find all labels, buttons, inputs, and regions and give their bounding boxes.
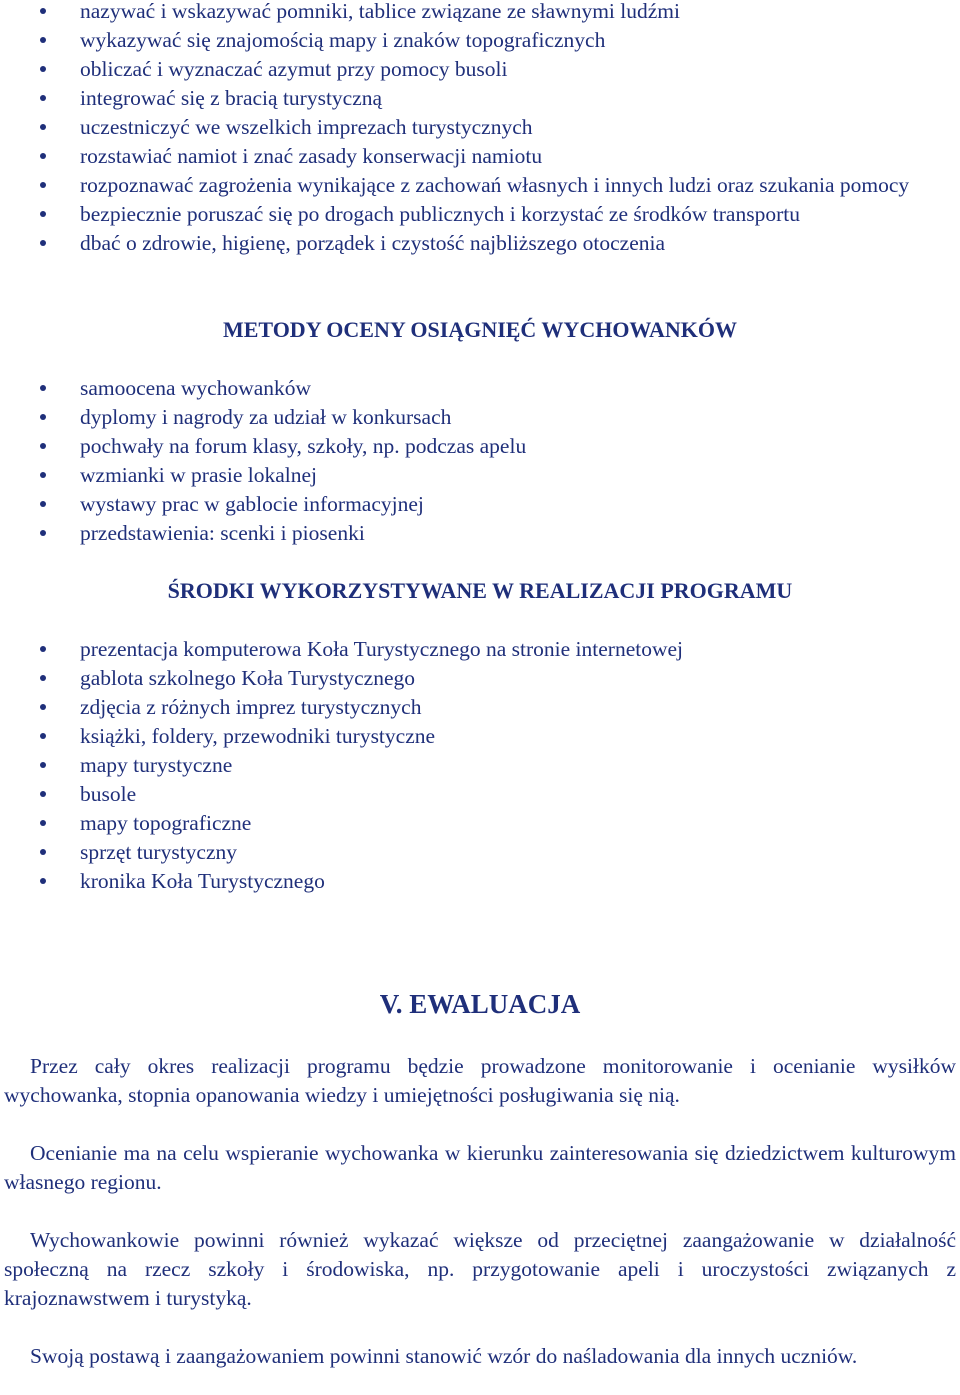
chapter-title: V. EWALUACJA [379, 989, 581, 1019]
bullet-icon [40, 385, 46, 391]
list-item: bezpiecznie poruszać się po drogach publicznych i korzystać ze środków transportu [0, 200, 956, 229]
bullet-icon [40, 762, 46, 768]
list-item: obliczać i wyznaczać azymut przy pomocy busoli [0, 55, 956, 84]
bullet-icon [40, 182, 46, 188]
skills-list [0, 0, 956, 258]
bullet-icon [40, 530, 46, 536]
section-heading-metody: METODY OCENY OSIĄGNIĘĆ WYCHOWANKÓW [222, 317, 737, 342]
list-item: wystawy prac w gablocie informacyjnej [0, 490, 956, 519]
bullet-icon [40, 849, 46, 855]
list-item: zdjęcia z różnych imprez turystycznych [0, 693, 956, 722]
list-item: dbać o zdrowie, higienę, porządek i czystość najbliższego otoczenia [0, 229, 956, 258]
list-item: przedstawienia: scenki i piosenki [0, 519, 956, 548]
bullet-icon [40, 646, 46, 652]
bullet-icon [40, 675, 46, 681]
assessment-methods-list [0, 374, 956, 548]
bullet-icon [40, 8, 46, 14]
list-item: gablota szkolnego Koła Turystycznego [0, 664, 956, 693]
list-item: pochwały na forum klasy, szkoły, np. podczas apelu [0, 432, 956, 461]
list-item: mapy turystyczne [0, 751, 956, 780]
paragraph: Przez cały okres realizacji programu będzie prowadzone monitorowanie i ocenianie wysiłków wychowanka, stopnia opanowania wiedzy i umiejętności posługiwania się nią. [4, 1054, 956, 1107]
list-item: prezentacja komputerowa Koła Turystycznego na stronie internetowej [0, 635, 956, 664]
bullet-icon [40, 37, 46, 43]
list-item: integrować się z bracią turystyczną [0, 84, 956, 113]
list-item: busole [0, 780, 956, 809]
list-item: sprzęt turystyczny [0, 838, 956, 867]
bullet-icon [40, 443, 46, 449]
bullet-icon [40, 414, 46, 420]
bullet-icon [40, 124, 46, 130]
bullet-icon [40, 211, 46, 217]
bullet-icon [40, 878, 46, 884]
bullet-icon [40, 820, 46, 826]
list-item: wzmianki w prasie lokalnej [0, 461, 956, 490]
list-item: rozstawiać namiot i znać zasady konserwacji namiotu [0, 142, 956, 171]
list-item: samoocena wychowanków [0, 374, 956, 403]
bullet-icon [40, 153, 46, 159]
list-item: rozpoznawać zagrożenia wynikające z zachowań własnych i innych ludzi oraz szukania pomocy [0, 171, 956, 200]
list-item: uczestniczyć we wszelkich imprezach turystycznych [0, 113, 956, 142]
bullet-icon [40, 66, 46, 72]
list-item: dyplomy i nagrody za udział w konkursach [0, 403, 956, 432]
paragraph: Ocenianie ma na celu wspieranie wychowanka w kierunku zainteresowania się dziedzictwem kulturowym własnego regionu. [4, 1141, 956, 1194]
bullet-icon [40, 472, 46, 478]
list-item: kronika Koła Turystycznego [0, 867, 956, 896]
bullet-icon [40, 240, 46, 246]
bullet-icon [40, 733, 46, 739]
resources-list [0, 635, 956, 896]
list-item: nazywać i wskazywać pomniki, tablice związane ze sławnymi ludźmi [0, 0, 956, 26]
bullet-icon [40, 95, 46, 101]
paragraph: Swoją postawą i zaangażowaniem powinni stanowić wzór do naśladowania dla innych uczniów. [30, 1344, 858, 1368]
bullet-icon [40, 791, 46, 797]
list-item: mapy topograficzne [0, 809, 956, 838]
bullet-icon [40, 501, 46, 507]
list-item: książki, foldery, przewodniki turystyczne [0, 722, 956, 751]
paragraph: Wychowankowie powinni również wykazać większe od przeciętnej zaangażowanie w działalność społeczną na rzecz szkoły i środowiska, np. przygotowanie apeli i uroczystości związanych z krajoznawstwem i turystyką. [4, 1228, 956, 1310]
list-item: wykazywać się znajomością mapy i znaków topograficznych [0, 26, 956, 55]
bullet-icon [40, 704, 46, 710]
section-heading-srodki: ŚRODKI WYKORZYSTYWANE W REALIZACJI PROGRAMU [167, 578, 793, 603]
